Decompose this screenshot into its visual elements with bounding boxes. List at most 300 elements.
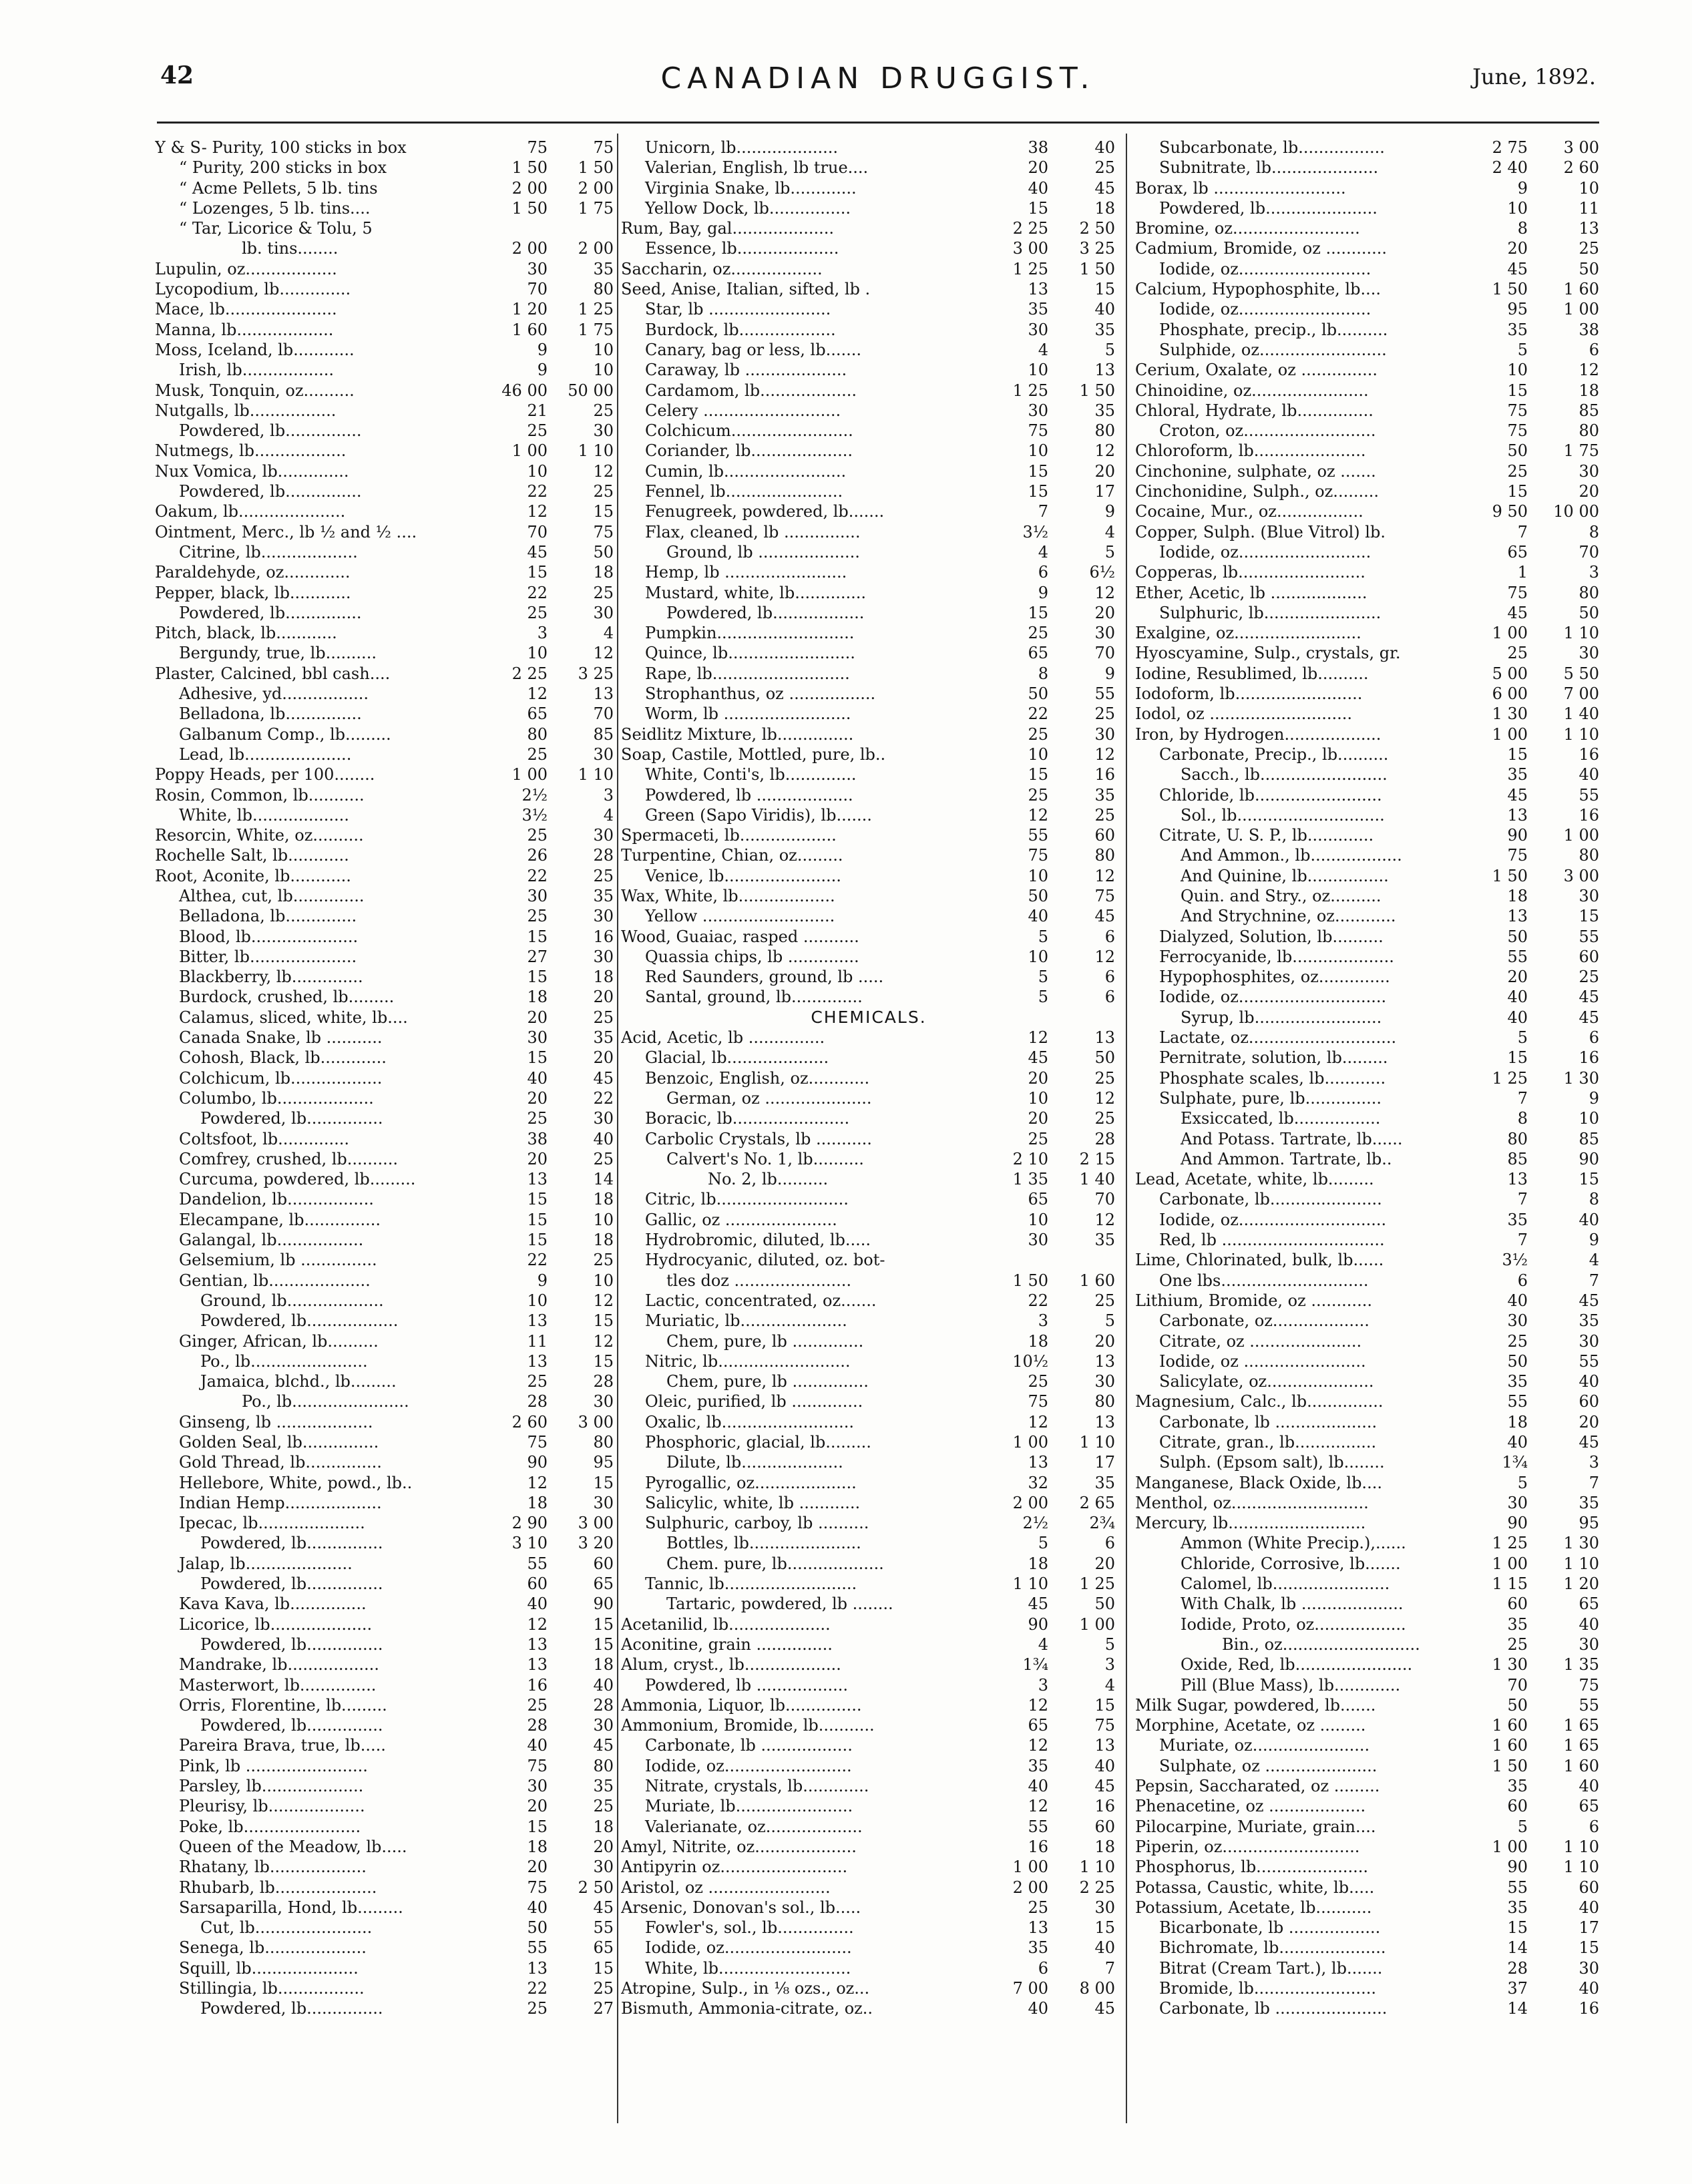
price-low: 75 <box>1028 1392 1048 1411</box>
price-high: 60 <box>1094 826 1115 845</box>
price-high: 40 <box>1578 1979 1599 1998</box>
price-high: 1 25 <box>578 300 614 319</box>
price-low: 45 <box>1507 785 1528 805</box>
price-high: 15 <box>593 1351 614 1371</box>
price-high: 50 <box>1094 1048 1115 1068</box>
price-row <box>155 1756 616 1776</box>
price-row <box>1135 279 1603 299</box>
price-high: 9 <box>1104 502 1115 521</box>
item-name: Hydrobromic, diluted, lb..... <box>645 1231 871 1250</box>
price-high: 25 <box>1578 967 1599 987</box>
price-high: 17 <box>1094 1453 1115 1472</box>
price-low: 21 <box>527 401 548 420</box>
item-name: Squill, lb..................... <box>179 1958 359 1978</box>
price-row <box>1135 1371 1603 1391</box>
item-name: Chloroform, lb...................... <box>1135 441 1366 461</box>
price-high: 3 <box>1104 1655 1115 1675</box>
price-high: 12 <box>1094 1210 1115 1229</box>
price-high: 30 <box>593 826 614 845</box>
item-name: Chinoidine, oz....................... <box>1135 381 1369 400</box>
price-row <box>1135 1189 1603 1209</box>
price-high: 15 <box>593 1614 614 1634</box>
item-name: Rochelle Salt, lb............ <box>155 846 349 865</box>
price-high: 15 <box>1094 280 1115 299</box>
item-name: Lactate, oz............................. <box>1159 1028 1397 1048</box>
item-name: Alum, cryst., lb................... <box>621 1655 841 1675</box>
price-row <box>1135 1412 1603 1432</box>
price-high: 50 00 <box>568 381 614 400</box>
item-name: With Chalk, lb .................... <box>1181 1594 1404 1614</box>
price-row <box>1135 664 1603 684</box>
item-name: Santal, ground, lb.............. <box>645 988 863 1007</box>
price-row <box>621 866 1116 886</box>
item-name: Wax, White, lb................... <box>621 886 835 905</box>
price-low: 5 <box>1517 1817 1528 1836</box>
price-low: 2½ <box>521 785 548 805</box>
item-name: Soap, Castile, Mottled, pure, lb.. <box>621 744 886 764</box>
price-low: 9 <box>537 361 548 380</box>
journal-title: CANADIAN DRUGGIST. <box>660 61 1096 95</box>
price-low: 10 <box>1507 361 1528 380</box>
price-row <box>621 1028 1116 1048</box>
price-row <box>155 1574 616 1594</box>
price-low: 1 50 <box>1492 866 1528 885</box>
price-high: 1 30 <box>1563 1068 1599 1088</box>
price-low: 75 <box>527 1433 548 1452</box>
price-low: 10 <box>527 1291 548 1310</box>
item-name: Phosphate scales, lb............ <box>1159 1068 1386 1088</box>
price-high: 25 <box>593 1797 614 1816</box>
price-low: 15 <box>1507 381 1528 400</box>
price-row <box>1135 1533 1603 1553</box>
price-high: 14 <box>593 1170 614 1189</box>
item-name: Boracic, lb....................... <box>645 1109 850 1128</box>
price-low: 55 <box>1507 1878 1528 1897</box>
price-low: 7 <box>1517 1190 1528 1209</box>
item-name: Copperas, lb......................... <box>1135 563 1365 582</box>
item-name: Phosphorus, lb...................... <box>1135 1858 1369 1877</box>
price-row <box>621 1998 1116 2018</box>
price-low: 65 <box>1028 1716 1048 1735</box>
price-high: 30 <box>1578 1958 1599 1978</box>
price-low: 55 <box>1507 947 1528 966</box>
price-high: 13 <box>1578 219 1599 238</box>
price-row <box>1135 1088 1603 1108</box>
price-row <box>1135 522 1603 542</box>
price-row <box>621 1533 1116 1553</box>
item-name: Nitrate, crystals, lb............. <box>645 1777 869 1796</box>
price-low: 45 <box>1507 259 1528 278</box>
item-name: Poke, lb....................... <box>179 1817 361 1836</box>
price-row <box>621 381 1116 401</box>
item-name: Ipecac, lb..................... <box>179 1514 365 1533</box>
price-high: 1 00 <box>1563 826 1599 845</box>
item-name: Citric, lb.......................... <box>645 1190 849 1209</box>
page-number: 42 <box>160 61 194 89</box>
item-name: Cinchonidine, Sulph., oz......... <box>1135 482 1379 501</box>
price-row <box>155 1817 616 1837</box>
price-low: 3½ <box>521 805 548 825</box>
price-low: 65 <box>527 704 548 724</box>
price-row <box>621 1817 1116 1837</box>
item-name: Bin., oz........................... <box>1222 1634 1420 1654</box>
price-high: 9 <box>1589 1231 1599 1250</box>
price-row <box>621 360 1116 380</box>
price-low: 10½ <box>1012 1351 1048 1371</box>
price-row <box>621 845 1116 865</box>
price-row <box>621 1857 1116 1877</box>
price-low: 55 <box>527 1554 548 1573</box>
price-low: 1 00 <box>1012 1433 1048 1452</box>
price-low: 15 <box>527 1210 548 1229</box>
item-name: Venice, lb....................... <box>645 866 841 885</box>
price-high: 2 00 <box>578 239 614 258</box>
price-low: 45 <box>1507 603 1528 622</box>
item-name: Carbonate, lb .................... <box>1159 1412 1378 1432</box>
item-name: Iodoform, lb......................... <box>1135 684 1363 704</box>
price-high: 55 <box>1578 1351 1599 1371</box>
price-high: 1 50 <box>1079 381 1115 400</box>
item-name: Exalgine, oz......................... <box>1135 624 1361 643</box>
price-low: 1 20 <box>511 300 548 319</box>
price-row <box>621 664 1116 684</box>
price-high: 25 <box>1094 805 1115 825</box>
price-low: 20 <box>1028 1109 1048 1128</box>
item-name: Rape, lb........................... <box>645 664 850 683</box>
price-row <box>155 1068 616 1088</box>
item-name: Canada Snake, lb ........... <box>179 1028 383 1048</box>
price-high: 17 <box>1094 482 1115 501</box>
price-low: 90 <box>527 1453 548 1472</box>
price-row <box>621 1898 1116 1918</box>
price-row <box>155 805 616 825</box>
price-row <box>621 684 1116 704</box>
price-high: 95 <box>1578 1514 1599 1533</box>
item-name: Sulphide, oz......................... <box>1159 340 1387 359</box>
price-high: 20 <box>1578 1412 1599 1432</box>
item-name: Carbonate, lb .................. <box>645 1736 853 1755</box>
price-low: 15 <box>1507 1048 1528 1068</box>
price-row <box>621 1108 1116 1128</box>
price-row <box>621 259 1116 279</box>
item-name: “ Purity, 200 sticks in box <box>179 158 387 178</box>
item-name: Atropine, Sulp., in ⅛ ozs., oz... <box>621 1979 870 1998</box>
price-row <box>155 320 616 340</box>
price-row <box>621 1088 1116 1108</box>
price-low: 1 25 <box>1012 381 1048 400</box>
price-low: 3 00 <box>1012 239 1048 258</box>
price-row <box>1135 1574 1603 1594</box>
item-name: Phosphoric, glacial, lb......... <box>645 1433 871 1452</box>
item-name: Sulphuric, lb....................... <box>1159 603 1382 622</box>
price-high: 3 <box>1589 1453 1599 1472</box>
price-low: 25 <box>527 1695 548 1715</box>
price-high: 1 00 <box>1079 1614 1115 1634</box>
price-low: 1 60 <box>511 320 548 339</box>
item-name: Burdock, crushed, lb......... <box>179 988 395 1007</box>
price-low: 10 <box>1028 947 1048 966</box>
item-name: Milk Sugar, powdered, lb....... <box>1135 1695 1376 1715</box>
column-divider <box>617 134 618 2123</box>
item-name: Citrate, U. S. P., lb............. <box>1159 826 1374 845</box>
item-name: Columbo, lb................... <box>179 1088 374 1108</box>
price-low: 25 <box>527 603 548 622</box>
item-name: Calamus, sliced, white, lb.... <box>179 1008 408 1027</box>
item-name: Oakum, lb..................... <box>155 502 346 521</box>
price-high: 38 <box>1578 320 1599 339</box>
item-name: Sulph. (Epsom salt), lb........ <box>1159 1453 1385 1472</box>
item-name: “ Acme Pellets, 5 lb. tins <box>179 178 378 198</box>
item-name: Pleurisy, lb................... <box>179 1797 365 1816</box>
price-row <box>621 1574 1116 1594</box>
price-high: 30 <box>1094 624 1115 643</box>
price-row <box>1135 158 1603 178</box>
price-high: 80 <box>1094 421 1115 441</box>
price-low: 2 60 <box>511 1412 548 1432</box>
price-row <box>1135 1169 1603 1189</box>
price-high: 12 <box>1094 583 1115 602</box>
price-row <box>1135 1898 1603 1918</box>
item-name: Ground, lb .................... <box>666 542 860 562</box>
item-name: Iodide, oz ........................ <box>1159 1351 1366 1371</box>
price-low: 1 00 <box>1492 724 1528 744</box>
price-row <box>1135 441 1603 461</box>
price-high: 45 <box>593 1068 614 1088</box>
item-name: Powdered, lb............... <box>200 1534 383 1553</box>
item-name: Powdered, lb............... <box>200 1634 383 1654</box>
price-row <box>1135 1432 1603 1452</box>
price-row <box>621 583 1116 603</box>
price-high: 80 <box>1578 421 1599 441</box>
item-name: Iodol, oz ............................ <box>1135 704 1353 724</box>
item-name: Iodide, oz......................... <box>645 1938 852 1958</box>
price-high: 20 <box>593 1048 614 1068</box>
price-row <box>155 381 616 401</box>
price-high: 15 <box>1094 1918 1115 1938</box>
price-high: 16 <box>1578 1048 1599 1068</box>
price-high: 80 <box>1094 1392 1115 1411</box>
price-high: 28 <box>593 1372 614 1391</box>
price-row <box>155 845 616 865</box>
price-high: 4 <box>603 624 614 643</box>
price-high: 1 65 <box>1563 1716 1599 1735</box>
item-name: Pumpkin........................... <box>645 624 855 643</box>
price-row <box>155 1250 616 1270</box>
price-low: 1¾ <box>1502 1453 1528 1472</box>
price-row <box>1135 724 1603 744</box>
price-high: 6 <box>1104 988 1115 1007</box>
price-row <box>155 1857 616 1877</box>
price-low: 1 00 <box>1492 624 1528 643</box>
price-low: 35 <box>1507 320 1528 339</box>
price-high: 25 <box>593 401 614 420</box>
price-high: 4 <box>1589 1251 1599 1270</box>
price-low: 35 <box>1028 1756 1048 1775</box>
price-row <box>1135 1837 1603 1857</box>
price-row <box>621 1129 1116 1149</box>
price-high: 7 00 <box>1563 684 1599 704</box>
price-low: 25 <box>527 744 548 764</box>
price-low: 1 50 <box>511 198 548 218</box>
price-high: 15 <box>1578 1170 1599 1189</box>
price-low: 25 <box>527 1109 548 1128</box>
price-low: 75 <box>1507 401 1528 420</box>
item-name: Rhubarb, lb.................... <box>179 1878 377 1897</box>
price-high: 13 <box>1094 1028 1115 1048</box>
item-name: Fowler's, sol., lb............... <box>645 1918 854 1938</box>
price-row <box>155 1513 616 1533</box>
price-low: 75 <box>527 138 548 157</box>
item-name: Arsenic, Donovan's sol., lb..... <box>621 1898 861 1917</box>
section-heading <box>621 1008 1116 1028</box>
price-row <box>1135 765 1603 785</box>
item-name: Yellow .......................... <box>645 907 835 926</box>
price-low: 2 40 <box>1492 158 1528 178</box>
price-low: 30 <box>527 886 548 905</box>
price-row <box>621 198 1116 218</box>
price-high: 1 20 <box>1563 1574 1599 1594</box>
price-low: 3½ <box>1502 1251 1528 1270</box>
price-row <box>155 1978 616 1998</box>
price-high: 1 10 <box>578 765 614 785</box>
item-name: Ammon (White Precip.),...... <box>1181 1534 1406 1553</box>
price-row <box>1135 1735 1603 1755</box>
price-row <box>621 1715 1116 1735</box>
price-high: 30 <box>1094 724 1115 744</box>
item-name: Po., lb....................... <box>242 1392 409 1411</box>
price-row <box>621 765 1116 785</box>
item-name: Copper, Sulph. (Blue Vitrol) lb. <box>1135 522 1386 541</box>
price-row <box>621 421 1116 441</box>
price-low: 40 <box>527 1068 548 1088</box>
price-high: 2 00 <box>578 178 614 198</box>
item-name: Bromine, oz......................... <box>1135 219 1360 238</box>
price-row <box>1135 623 1603 643</box>
price-high: 5 <box>1104 542 1115 562</box>
price-high: 10 <box>593 340 614 359</box>
price-row <box>621 1978 1116 1998</box>
price-high: 1 00 <box>1563 300 1599 319</box>
price-low: 6 00 <box>1492 684 1528 704</box>
price-low: 2½ <box>1022 1514 1048 1533</box>
price-column-2 <box>621 138 1116 2019</box>
price-row <box>1135 1857 1603 1877</box>
item-name: Hyoscyamine, Sulp., crystals, gr. <box>1135 644 1401 663</box>
price-row <box>1135 401 1603 421</box>
price-high: 10 <box>593 1271 614 1290</box>
price-high: 13 <box>593 684 614 704</box>
price-row <box>155 704 616 724</box>
price-high: 80 <box>1578 583 1599 602</box>
price-low: 15 <box>1507 482 1528 501</box>
price-row <box>155 1958 616 1978</box>
price-low: 70 <box>527 280 548 299</box>
item-name: Seed, Anise, Italian, sifted, lb . <box>621 280 871 299</box>
price-high: 25 <box>1094 1109 1115 1128</box>
price-row <box>621 724 1116 744</box>
price-row <box>1135 1715 1603 1735</box>
item-name: Dilute, lb.................... <box>666 1453 843 1472</box>
price-low: 38 <box>1028 138 1048 157</box>
price-low: 30 <box>527 259 548 278</box>
price-low: 40 <box>1028 907 1048 926</box>
price-row <box>1135 1554 1603 1574</box>
item-name: “ Lozenges, 5 lb. tins.... <box>179 198 371 218</box>
item-name: Lithium, Bromide, oz ............ <box>1135 1291 1372 1310</box>
price-high: 70 <box>1094 644 1115 663</box>
price-low: 9 <box>1517 178 1528 198</box>
price-row <box>621 987 1116 1007</box>
price-low: 65 <box>1028 1190 1048 1209</box>
price-low: 75 <box>1507 846 1528 865</box>
price-low: 40 <box>1507 1008 1528 1027</box>
price-high: 30 <box>593 603 614 622</box>
price-row <box>1135 1048 1603 1068</box>
price-low: 50 <box>527 1918 548 1938</box>
price-row <box>621 1958 1116 1978</box>
price-row <box>1135 1776 1603 1796</box>
price-high: 1 10 <box>578 441 614 461</box>
item-name: tles doz ....................... <box>666 1271 852 1290</box>
item-name: Mercury, lb........................... <box>1135 1514 1366 1533</box>
price-high: 1 65 <box>1563 1736 1599 1755</box>
price-low: 25 <box>1028 1372 1048 1391</box>
price-row <box>1135 1068 1603 1088</box>
price-high: 70 <box>1578 542 1599 562</box>
price-high: 30 <box>593 1392 614 1411</box>
price-high: 13 <box>1094 1351 1115 1371</box>
item-name: Manna, lb................... <box>155 320 334 339</box>
price-low: 60 <box>1507 1594 1528 1614</box>
price-high: 16 <box>1578 805 1599 825</box>
price-row <box>155 1776 616 1796</box>
price-high: 30 <box>1578 1634 1599 1654</box>
price-low: 2 00 <box>1012 1878 1048 1897</box>
item-name: Menthol, oz........................... <box>1135 1493 1369 1512</box>
price-row <box>155 1230 616 1250</box>
price-low: 1 50 <box>1492 1756 1528 1775</box>
item-name: Valerianate, oz................... <box>645 1817 863 1836</box>
price-row <box>1135 1594 1603 1614</box>
price-high: 10 <box>593 361 614 380</box>
price-high: 9 <box>1104 664 1115 683</box>
price-low: 30 <box>1507 1493 1528 1512</box>
price-row <box>1135 886 1603 906</box>
item-name: Red Saunders, ground, lb ..... <box>645 967 884 987</box>
price-high: 25 <box>1094 1068 1115 1088</box>
item-name: Musk, Tonquin, oz.......... <box>155 381 355 400</box>
price-high: 20 <box>1094 603 1115 622</box>
price-low: 1 30 <box>1492 1655 1528 1675</box>
item-name: Bergundy, true, lb.......... <box>179 644 377 663</box>
price-low: 13 <box>527 1958 548 1978</box>
item-name: White, lb.......................... <box>645 1958 851 1978</box>
price-high: 1 40 <box>1563 704 1599 724</box>
price-high: 12 <box>1094 441 1115 461</box>
price-high: 1 10 <box>1563 1554 1599 1573</box>
price-high: 60 <box>1578 947 1599 966</box>
price-low: 25 <box>527 826 548 845</box>
price-low: 30 <box>1028 401 1048 420</box>
price-low: 13 <box>1507 907 1528 926</box>
price-high: 18 <box>1578 381 1599 400</box>
price-low: 9 <box>1038 583 1048 602</box>
price-row <box>155 1371 616 1391</box>
price-row <box>155 1028 616 1048</box>
price-high: 18 <box>593 1231 614 1250</box>
price-high: 18 <box>593 563 614 582</box>
price-row <box>155 522 616 542</box>
